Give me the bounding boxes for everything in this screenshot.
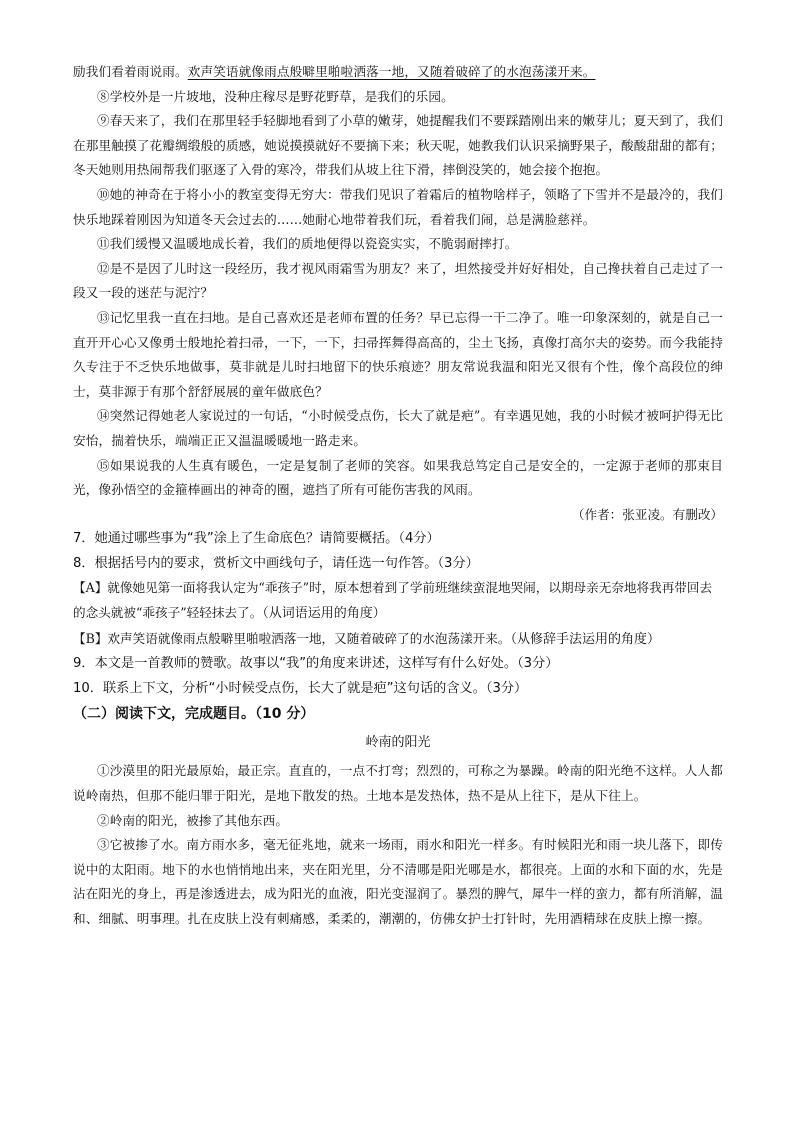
option-b-requirement: （从修辞手法运用的角度） (510, 631, 660, 647)
option-b-text: 【B】欢声笑语就像雨点般噼里啪啦洒落一地，又随着破碎了的水泡荡漾开来。 (73, 630, 511, 646)
continuation-text: 励我们看着雨说雨。 (73, 64, 188, 79)
paragraph-15: ⑮如果说我的人生真有暖色，一定是复制了老师的笑容。如果我总笃定自己是安全的，一定源于老师的那束目光，像孙悟空的金箍棒画出的神奇的圈，遮挡了所有可能伤害我的风雨。 (73, 457, 723, 498)
article-title: 岭南的阳光 (365, 735, 431, 751)
article-paragraph-2: ②岭南的阳光，被掺了其他东西。 (97, 812, 289, 828)
essay-continuation (73, 60, 723, 85)
paragraph-13: ⑬记忆里我一直在扫地。是自己喜欢还是老师布置的任务？早已忘得一干二净了。唯一印象深刻的，就是自己一直开开心心又像勇士般地抡着扫帚，一下，一下，扫帚挥舞得高高的，尘土飞扬，真像打高尔夫的姿势。而今我能持久专注于不乏快乐地做事，莫非就是儿时扫地留下的快乐痕迹？朋友常说我温和阳光又很有个性，像个高段位的绅士，莫非源于有那个舒舒展展的童年做底色？ (73, 309, 723, 399)
question-7: 7．她通过哪些事为“我”涂上了生命底色？请简要概括。（4分） (73, 531, 440, 547)
paragraph-11: ⑪我们缓慢又温暖地成长着，我们的质地便得以瓷瓷实实，不脆弱耐摔打。 (97, 236, 518, 252)
document-page (73, 60, 723, 932)
article-paragraph-3: ③它被掺了水。南方雨水多，毫无征兆地，就来一场雨，雨水和阳光一样多。有时候阳光和雨一块儿落下，即传说中的太阳雨。地下的水也悄悄地出来，夹在阳光里，分不清哪是阳光哪是水，都很亮。上面的水和下面的水，先是沾在阳光的身上，再是渗透进去，成为阳光的血液，阳光变湿润了。暴烈的脾气，犀牛一样的蛮力，都有所消解，温和、细腻、明事理。扎在皮肤上没有刺痛感，柔柔的，潮潮的，仿佛女护士打针时，先用酒精球在皮肤上擦一擦。 (73, 837, 723, 926)
paragraph-8: ⑧学校外是一片坡地，没种庄稼尽是野花野草，是我们的乐园。 (97, 88, 454, 104)
underlined-sentence-b: 欢声笑语就像雨点般噼里啪啦洒落一地，又随着破碎了的水泡荡漾开来。 (187, 64, 596, 79)
paragraph-10: ⑩她的神奇在于将小小的教室变得无穷大：带我们见识了着霜后的植物啥样子，领略了下雪并不是最冷的，我们快乐地踩着刚因为知道冬天会过去的……她耐心地带着我们玩，看着我们闹，总是满脸慈祥。 (73, 186, 723, 227)
section-heading: （二）阅读下文，完成题目。（10 分） (73, 706, 315, 723)
question-10: 10．联系上下文，分析“小时候受点伤，长大了就是疤”这句话的含义。（3分） (73, 680, 528, 696)
paragraph-9: ⑨春天来了，我们在那里轻手轻脚地看到了小草的嫩芽，她提醒我们不要踩踏刚出来的嫩芽儿；夏天到了，我们在那里触摸了花瓣绸缎般的质感，她说摸摸就好不要摘下来；秋天呢，她教我们认识采摘野果子，酸酸甜甜的都有；冬天她则用热闹帮我们驱逐了入骨的寒冷，带我们从坡上往下滑，摔倒没笑的，她会接个抱抱。 (73, 113, 723, 178)
paragraph-12: ⑫是不是因了儿时这一段经历，我才视风雨霜雪为朋友？来了，坦然接受并好好相处，自己搀扶着自己走过了一段又一段的迷茫与泥泞？ (73, 260, 723, 301)
option-a-text: 【A】就像她见第一面将我认定为“乖孩子”时，原本想着到了学前班继续蛮混地哭闹，以期母亲无奈地将我再带回去的念头就被“乖孩子”轻轻抹去了。 (73, 580, 713, 621)
source-attribution: （作者：张亚凌。有删改） (571, 506, 723, 522)
question-8-option-a (73, 576, 723, 626)
option-a-requirement: （从词语运用的角度） (262, 606, 386, 622)
article-paragraph-1: ①沙漠里的阳光最原始，最正宗。直直的，一点不打弯；烈烈的，可称之为暴躁。岭南的阳光绝不这样。人人都说岭南热，但那不能归罪于阳光，是地下散发的热。土地本是发热体，热不是从上往下，是从下往上。 (73, 763, 723, 804)
paragraph-14: ⑭突然记得她老人家说过的一句话，“小时候受点伤，长大了就是疤”。有幸遇见她，我的小时候才被呵护得无比安怡，揣着快乐，端端正正又温温暖暖地一路走来。 (73, 408, 723, 448)
question-8: 8．根据括号内的要求，赏析文中画线句子，请任选一句作答。（3分） (73, 555, 479, 571)
question-8-option-b (73, 627, 723, 653)
question-9: 9．本文是一首教师的赞歌。故事以“我”的角度来讲述，这样写有什么好处。（3分） (73, 656, 559, 672)
